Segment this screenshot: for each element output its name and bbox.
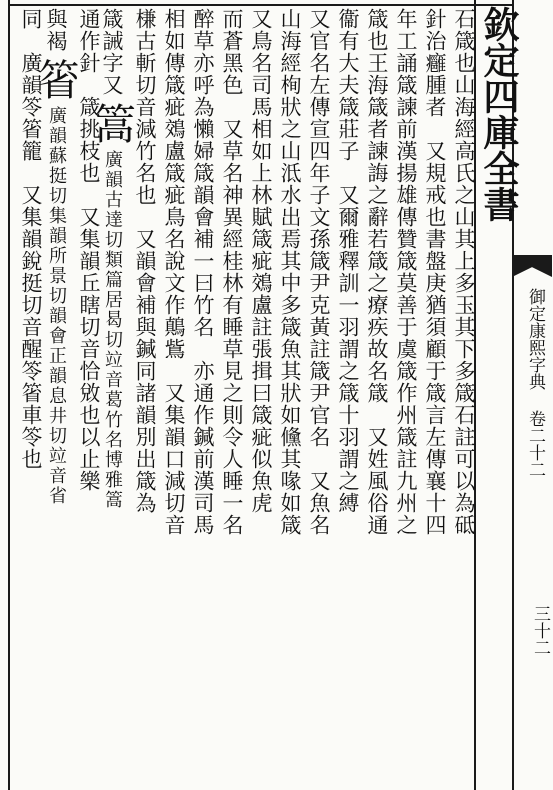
page-number: 三十二 <box>530 605 550 656</box>
entry-gloss: 廣韻蘇挺切集韻所景切韻會正韻息井切竝音省 <box>46 106 67 506</box>
text-column-4: 箴也王海箴者諫誨之辭若箴之療疾故名箴 又姓風俗通 <box>365 8 389 536</box>
text-column-14: 通作針 箴挑枝也 又集韻丘瞎切音恰敓也以止樂 <box>77 8 101 492</box>
text-column-5: 衞有大夫箴莊子 又爾雅釋訓一羽謂之箴十羽謂之縛 <box>336 8 360 514</box>
text-column-7: 山海經栒狀之山泜水出焉其中多箴魚其狀如儵其喙如箴 <box>278 8 302 536</box>
text-column-12: 槏古斬切音減竹名也 又韻會補與鍼同諸韻別出箴為 <box>133 8 157 514</box>
fishtail-marker-icon <box>512 255 552 277</box>
entry-lead-text: 與褐 <box>44 8 68 52</box>
text-column-2: 針治癰腫者 又規戒也書盤庚猶須顧于箴言左傳襄十四 <box>423 8 447 536</box>
headword-ge: 篙 <box>88 102 137 144</box>
headword-xing: 箵 <box>32 58 81 100</box>
text-column-9: 而蒼黑色 又草名神異經桂林有睡草見之則令人睡一名 <box>220 8 244 536</box>
left-border-rule <box>8 0 10 790</box>
book-title: 欽定四庫全書 <box>478 6 520 222</box>
text-column-6: 又官名左傳宣四年子文孫箴尹克黃註箴尹官名 又魚名 <box>307 8 331 536</box>
volume-label: 御定康熙字典 卷二十二 <box>525 288 545 478</box>
top-border-rule <box>8 4 512 6</box>
text-column-8: 又鳥名司馬相如上林賦箴疵鵁盧註張揖曰箴疵似魚虎 <box>249 8 273 514</box>
text-column-1: 石箴也山海經高氏之山其上多玉其下多箴石註可以為砥 <box>452 8 476 536</box>
text-column-11: 相如傳箴疵鵁盧箴疵鳥名說文作鷏鴜 又集韻口減切音 <box>162 8 186 536</box>
entry-lead-text: 箴誡字又 <box>100 8 124 96</box>
entry-gloss: 廣韻古達切類篇居曷切竝音葛竹名博雅篙 <box>102 150 123 510</box>
text-column-3: 年工誦箴諫前漢揚雄傳贊箴莫善于虞箴作州箴註九州之 <box>394 8 418 536</box>
text-column-10: 醉草亦呼為懶婦箴韻會補一曰竹名 亦通作鍼前漢司馬 <box>191 8 215 536</box>
text-column-16: 同 廣韻笭箵籠 又集韻銳挺切音醒笭箵車笭也 <box>19 8 43 470</box>
